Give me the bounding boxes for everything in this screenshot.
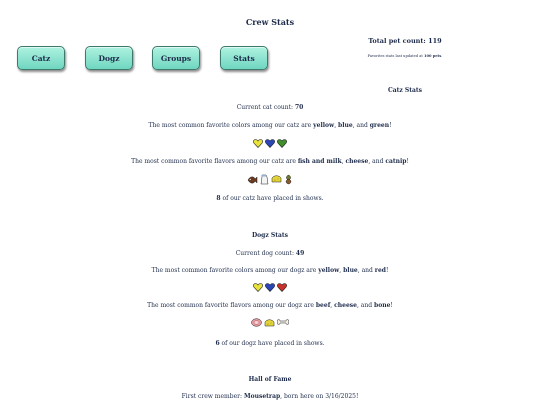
- cat-shows-line: 8 of our catz have placed in shows.: [216, 195, 324, 202]
- first-crew-member-line: First crew member: Mousetrap, born here on 3/16/2025!: [181, 393, 359, 400]
- total-pet-summary: [330, 37, 480, 58]
- dog-colors-line: The most common favorite colors among our dogz are yellow, blue, and red!: [151, 267, 389, 274]
- dog-flavor-icons: [0, 318, 540, 328]
- total-pet-count: Total pet count: 119: [368, 37, 442, 45]
- cheese-icon: [264, 318, 275, 328]
- cat-colors-line: The most common favorite colors among our catz are yellow, blue, and green!: [148, 122, 392, 129]
- catnip-icon: [284, 174, 293, 185]
- bone-icon: [277, 318, 289, 326]
- cat-shows-value: 8: [216, 195, 221, 202]
- dogz-button[interactable]: Dogz: [85, 46, 133, 70]
- cat-flavor-icons: [0, 174, 540, 185]
- yellow-heart-icon: [253, 139, 263, 148]
- cheese-icon: [271, 174, 282, 184]
- green-heart-icon: [277, 139, 287, 148]
- first-crew-member-name: Mousetrap: [243, 393, 281, 400]
- fish-icon: [247, 174, 258, 185]
- catz-button[interactable]: Catz: [17, 46, 65, 70]
- dog-flavors-line: The most common favorite flavors among our dogz are beef, cheese, and bone!: [147, 302, 393, 309]
- dog-shows-line: 6 of our dogz have placed in shows.: [215, 340, 325, 347]
- cat-count-line: Current cat count: 70: [236, 104, 304, 111]
- catz-stats-side-heading: Catz Stats: [387, 87, 423, 94]
- red-heart-icon: [277, 283, 287, 292]
- dog-color-icons: [0, 283, 540, 292]
- stats-button[interactable]: Stats: [220, 46, 268, 70]
- dog-shows-value: 6: [215, 340, 220, 347]
- dogz-stats-heading: Dogz Stats: [251, 232, 289, 239]
- total-pet-value: 119: [428, 37, 442, 45]
- page-title: Crew Stats: [245, 17, 295, 27]
- cat-count-value: 70: [294, 104, 304, 111]
- yellow-heart-icon: [253, 283, 263, 292]
- beef-icon: [251, 318, 262, 327]
- cat-flavors-line: The most common favorite flavors among our catz are fish and milk, cheese, and catnip!: [131, 158, 409, 165]
- groups-button[interactable]: Groups: [152, 46, 200, 70]
- blue-heart-icon: [265, 283, 275, 292]
- dog-count-value: 49: [295, 250, 305, 257]
- milk-icon: [260, 174, 269, 185]
- blue-heart-icon: [265, 139, 275, 148]
- cat-color-icons: [0, 139, 540, 148]
- favorites-updated-note: Favorites stats last updated at 100 pets.: [367, 54, 443, 58]
- dog-count-line: Current dog count: 49: [235, 250, 305, 257]
- hall-of-fame-heading: Hall of Fame: [248, 376, 292, 383]
